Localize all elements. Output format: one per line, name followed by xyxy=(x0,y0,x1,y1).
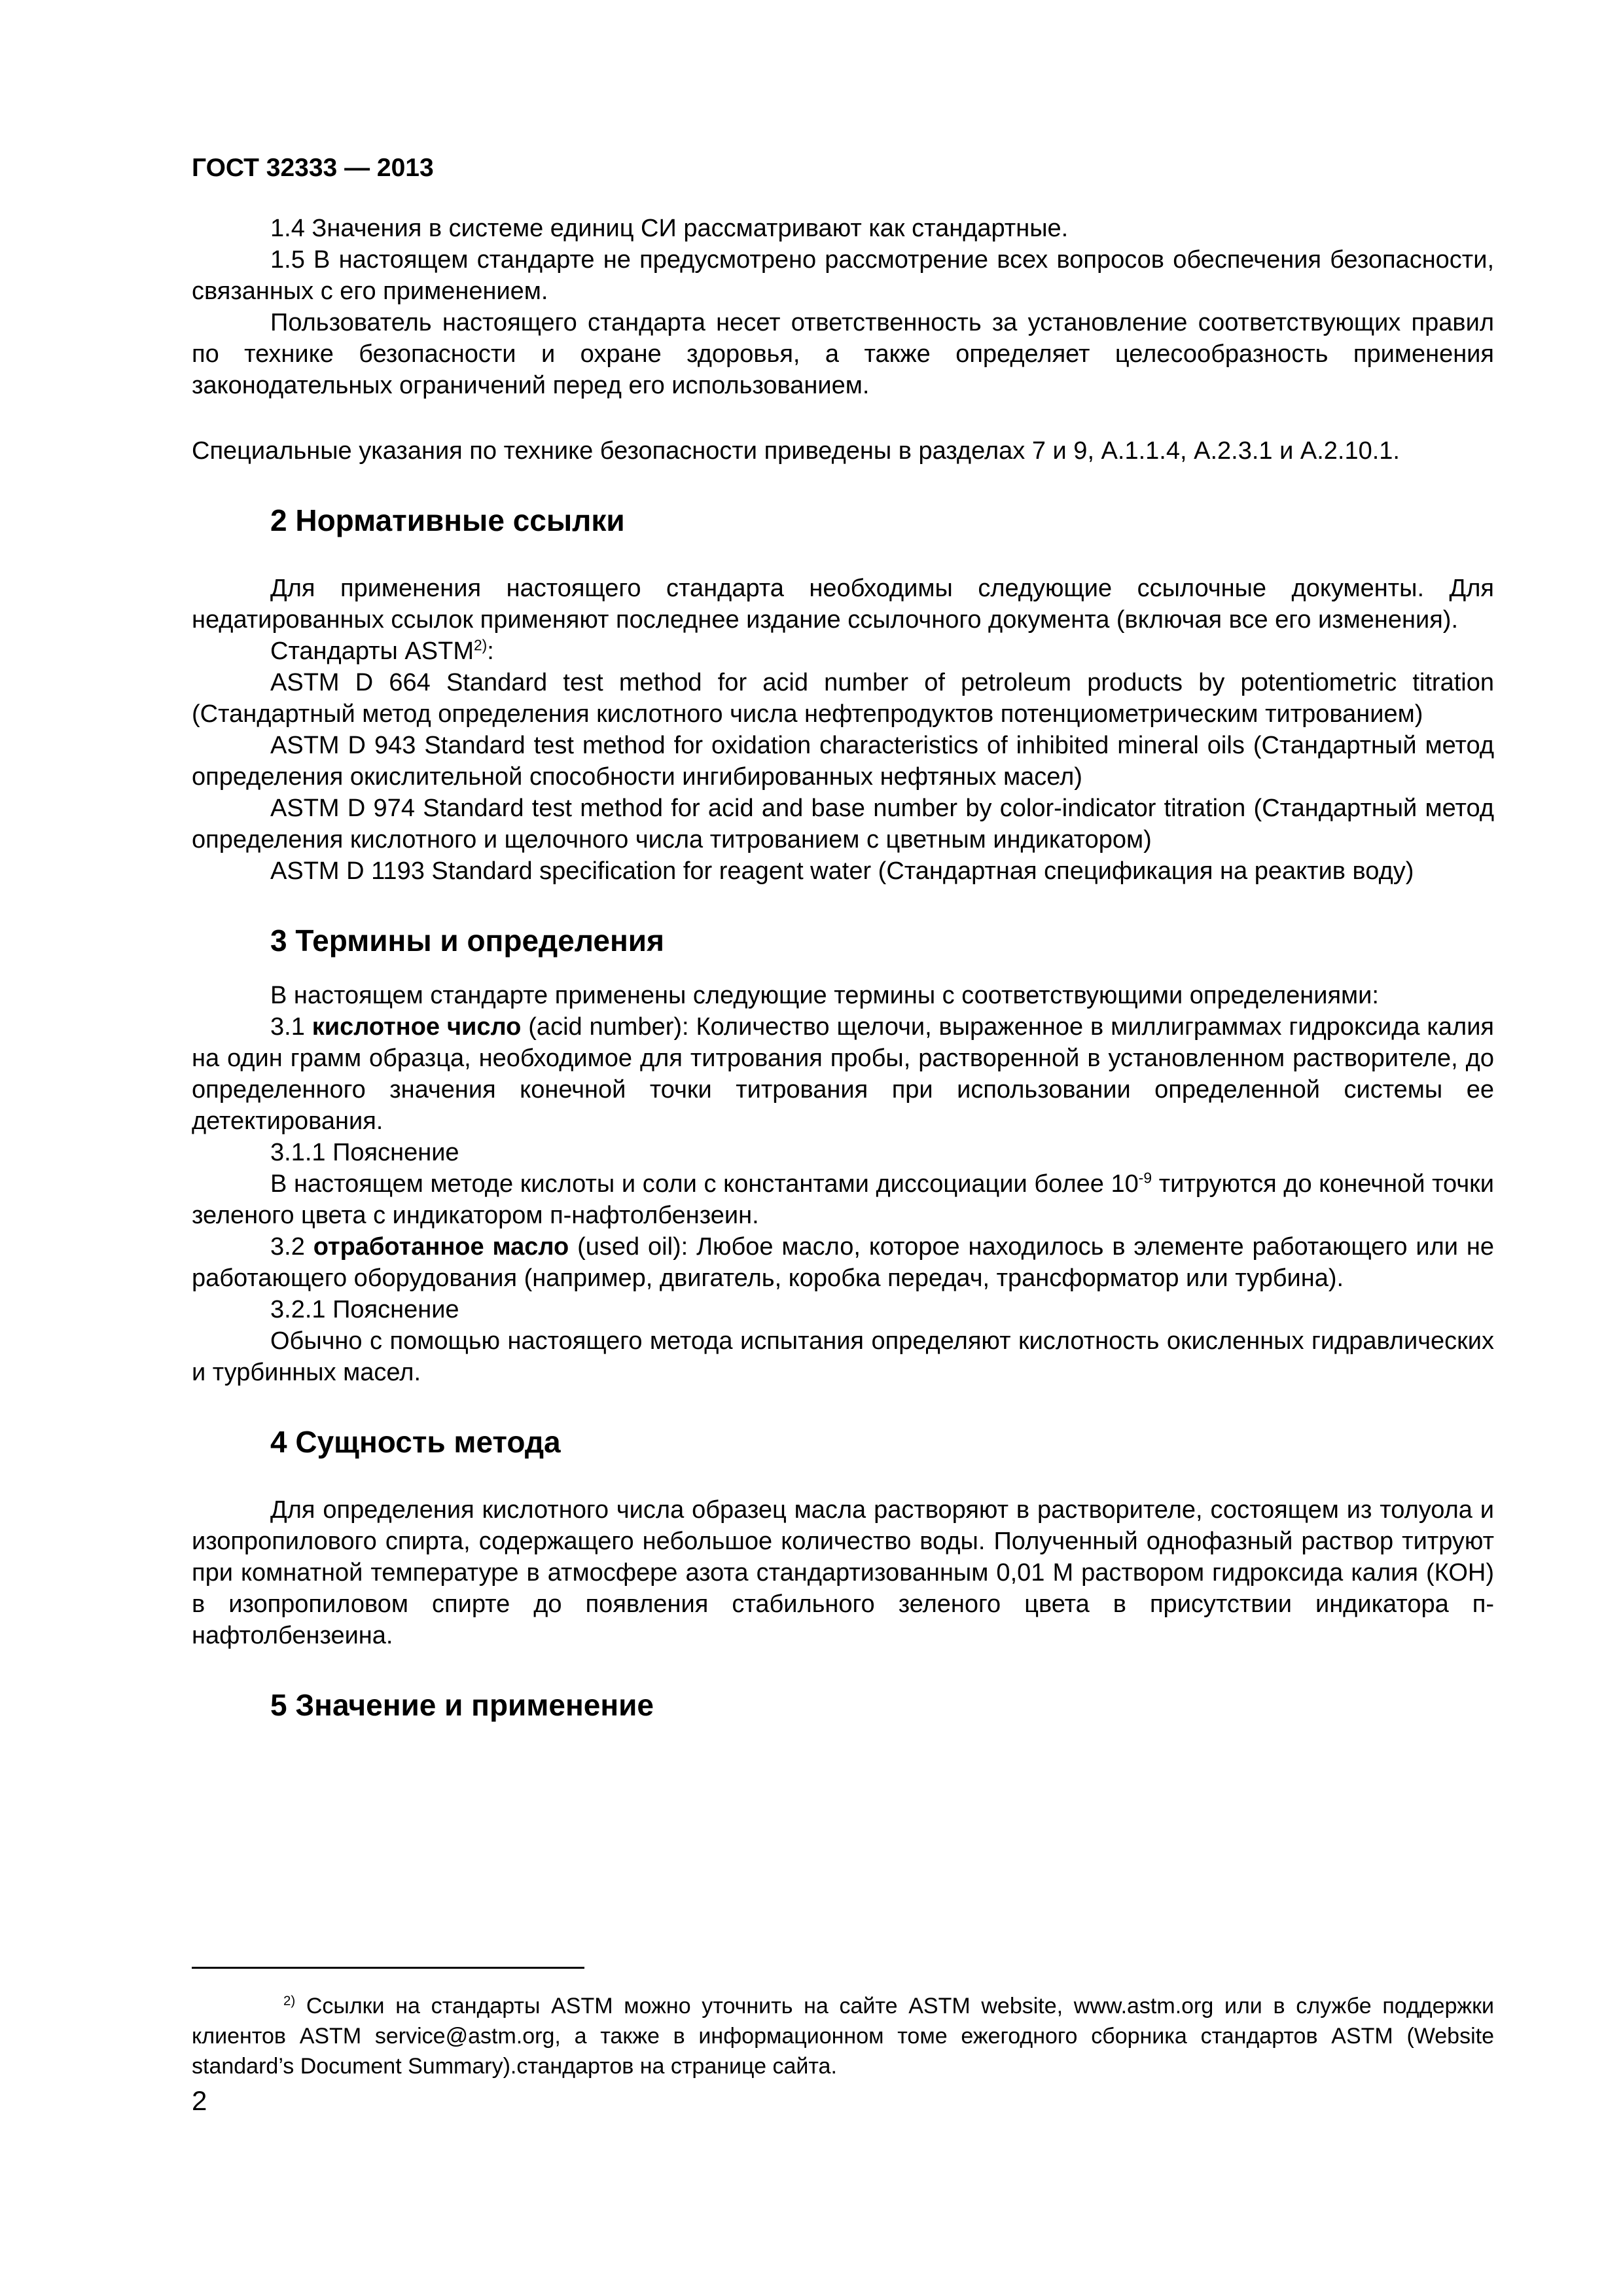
term-3-2-1-text: Обычно с помощью настоящего метода испытания определяют кислотность окисленных гидравлических и турбинных масел. xyxy=(192,1327,1494,1386)
term-3-1-number: 3.1 xyxy=(270,1013,305,1041)
reference-astm-d974: ASTM D 974 Standard test method for acid and base number by color-indicator titration (Стандартный метод определения кислотного и щелочного числа титрованием с цветным индикатором) xyxy=(192,795,1494,853)
exponent: -9 xyxy=(1138,1169,1152,1187)
astm-standards-label xyxy=(192,636,1494,667)
term-3-1-name: кислотное число xyxy=(312,1013,522,1041)
section-4-text: Для определения кислотного числа образец масла растворяют в растворителе, состоящем из толуола и изопропилового спирта, содержащего небольшое количество воды. Полученный однофазный раствор титруют при комнатной температуре в атмосфере азота стандартизованным 0,01 М раствором гидроксида калия (КОН) в изопропиловом спирте до появления стабильного зеленого цвета в присутствии индикатора п-нафтолбензеина. xyxy=(192,1496,1494,1649)
reference-astm-d1193: ASTM D 1193 Standard specification for reagent water (Стандартная спецификация на реактив воду) xyxy=(270,857,1414,885)
term-3-2 xyxy=(192,1231,1494,1294)
section-2-intro: Для применения настоящего стандарта необходимы следующие ссылочные документы. Для недатированных ссылок применяют последнее издание ссылочного документа (включая все его изменения). xyxy=(192,575,1494,634)
term-3-2-definition: (used oil): Любое масло, которое находилось в элементе работающего или не работающего оборудования (например, двигатель, коробка передач, трансформатор или турбина). xyxy=(192,1233,1494,1292)
footnote-ref-2: 2) xyxy=(473,636,488,654)
term-3-2-number: 3.2 xyxy=(270,1233,305,1261)
term-3-1-1-label: 3.1.1 Пояснение xyxy=(270,1139,459,1166)
section-3-intro: В настоящем стандарте применены следующие термины с соответствующими определениями: xyxy=(270,982,1379,1009)
term-3-1-1-text-a: В настоящем методе кислоты и соли с константами диссоциации более 10 xyxy=(270,1170,1139,1198)
reference-astm-d943: ASTM D 943 Standard test method for oxidation characteristics of inhibited mineral oils (Стандартный метод определения окислительной способности ингибированных нефтяных масел) xyxy=(192,732,1494,791)
paragraph-user-responsibility: Пользователь настоящего стандарта несет ответственность за установление соответствующих правил по технике безопасности и охране здоровья, а также определяет целесообразность применения законодательных ограничений перед его использованием. xyxy=(192,309,1494,399)
document-code-header: ГОСТ 32333 — 2013 xyxy=(192,154,434,182)
page-number: 2 xyxy=(192,2085,207,2116)
footnote-2 xyxy=(192,1991,1494,2081)
astm-label-colon: : xyxy=(487,637,494,665)
section-2-heading: 2 Нормативные ссылки xyxy=(270,503,625,537)
term-3-1-definition: (acid number): Количество щелочи, выраженное в миллиграммах гидроксида калия на один грамм образца, необходимое для титрования пробы, растворенной в установленном растворителе, до определенного значения конечной точки титрования при использовании определенной системы ее детектирования. xyxy=(192,1013,1494,1135)
term-3-1-1-text-b: титруются до конечной точки зеленого цвета с индикатором п-нафтолбензеин. xyxy=(192,1170,1494,1229)
term-3-1 xyxy=(192,1011,1494,1137)
footnote-text: Ссылки на стандарты ASTM можно уточнить на сайте ASTM website, www.astm.org или в службе поддержки клиентов ASTM service@astm.org, а также в информационном томе ежегодного сборника стандартов ASTM (Website standard’s Document Summary).стандартов на странице сайта. xyxy=(192,1994,1494,2079)
section-5-heading: 5 Значение и применение xyxy=(270,1688,654,1722)
term-3-2-name: отработанное масло xyxy=(313,1233,569,1261)
document-body xyxy=(192,213,1494,1725)
paragraph-special-safety: Специальные указания по технике безопасности приведены в разделах 7 и 9, А.1.1.4, А.2.3.1 и А.2.10.1. xyxy=(192,437,1400,465)
paragraph-1-5: 1.5 В настоящем стандарте не предусмотрено рассмотрение всех вопросов обеспечения безопасности, связанных с его применением. xyxy=(192,246,1494,305)
footnote-separator xyxy=(192,1967,584,1969)
term-3-2-1-label: 3.2.1 Пояснение xyxy=(270,1296,459,1323)
footnote-marker: 2) xyxy=(283,1994,296,2009)
term-3-1-1-text xyxy=(192,1168,1494,1231)
reference-astm-d664: ASTM D 664 Standard test method for acid number of petroleum products by potentiometric titration (Стандартный метод определения кислотного числа нефтепродуктов потенциометрическим титрованием) xyxy=(192,669,1494,728)
section-3-heading: 3 Термины и определения xyxy=(270,924,664,958)
paragraph-1-4: 1.4 Значения в системе единиц СИ рассматривают как стандартные. xyxy=(270,215,1069,242)
section-4-heading: 4 Сущность метода xyxy=(270,1425,561,1459)
astm-label-text: Стандарты ASTM xyxy=(270,637,474,665)
